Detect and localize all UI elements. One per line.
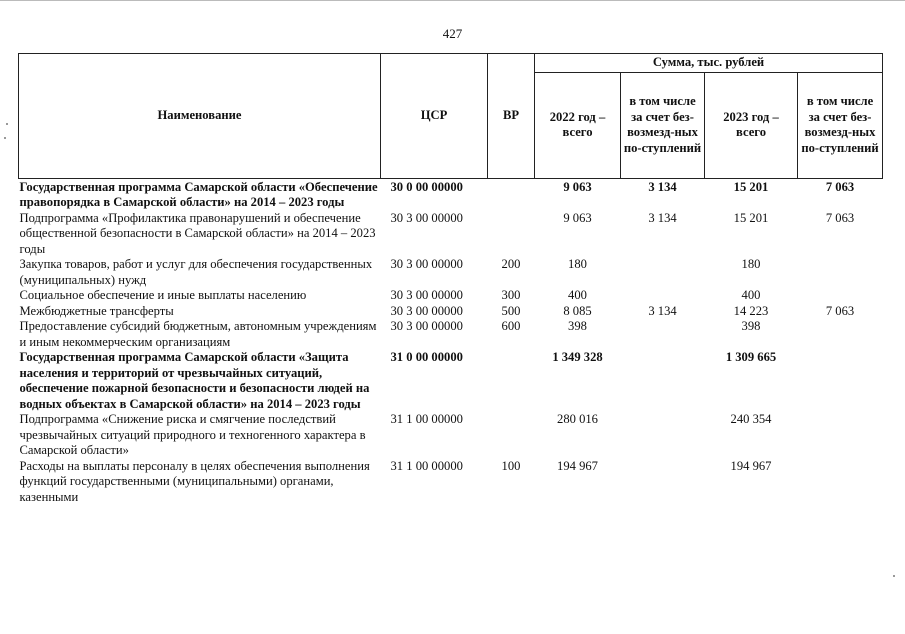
row-2023-total: 15 201 — [733, 179, 769, 194]
row-csr: 30 3 00 00000 — [390, 303, 463, 318]
table-row — [19, 211, 883, 258]
row-name: Государственная программа Самарской области «Обеспечение правопорядка в Самарской области» на 2014 – 2023 годы — [19, 179, 378, 209]
row-vr — [488, 412, 535, 459]
row-2022-total: 9 063 — [563, 210, 592, 225]
row-2023-total: 400 — [741, 288, 761, 302]
row-2022-total: 9 063 — [563, 179, 592, 194]
row-vr — [488, 350, 535, 412]
row-2022-total: 180 — [568, 257, 587, 271]
header-name: Наименование — [19, 54, 381, 179]
row-name: Предоставление субсидий бюджетным, автономным учреждениям и иным некоммерческим организациям — [19, 319, 377, 349]
row-2023-gratuitous — [798, 257, 883, 288]
budget-table — [18, 53, 883, 505]
scan-speck — [6, 123, 8, 125]
header-vr: ВР — [488, 54, 535, 179]
row-name: Подпрограмма «Профилактика правонарушений и обеспечение общественной безопасности в Самарской области» на 2014 – 2023 годы — [19, 210, 376, 256]
row-2022-gratuitous: 3 134 — [648, 179, 677, 194]
row-csr: 30 3 00 00000 — [390, 210, 463, 225]
row-name: Закупка товаров, работ и услуг для обеспечения государственных (муниципальных) нужд — [19, 257, 373, 287]
row-2023-total: 14 223 — [733, 303, 769, 318]
row-2022-gratuitous — [621, 319, 705, 350]
table-row — [19, 459, 883, 506]
table-row — [19, 288, 883, 304]
row-vr: 200 — [501, 257, 521, 271]
row-name: Межбюджетные трансферты — [19, 303, 174, 318]
row-csr: 30 3 00 00000 — [390, 319, 463, 333]
row-2022-gratuitous — [621, 288, 705, 304]
header-2022-total: 2022 год – всего — [535, 72, 621, 178]
row-2022-gratuitous — [621, 350, 705, 412]
row-csr: 30 3 00 00000 — [390, 288, 463, 302]
table-row — [19, 257, 883, 288]
row-vr: 500 — [501, 303, 521, 318]
header-sum-group: Сумма, тыс. рублей — [535, 54, 883, 73]
row-2023-total: 240 354 — [730, 412, 772, 426]
row-name: Расходы на выплаты персоналу в целях обеспечения выполнения функций государственными (муниципальными) органами, казенными — [19, 458, 370, 504]
row-vr — [488, 178, 535, 211]
row-2022-total: 398 — [568, 319, 587, 333]
scan-top-edge — [0, 0, 905, 4]
table-row — [19, 319, 883, 350]
row-2023-total: 1 309 665 — [725, 350, 777, 364]
row-2023-total: 180 — [741, 257, 761, 271]
row-2022-gratuitous — [621, 459, 705, 506]
row-2022-total: 1 349 328 — [552, 350, 603, 364]
row-vr: 600 — [501, 319, 521, 333]
row-2022-total: 194 967 — [557, 458, 598, 473]
header-2022-gratuitous: в том числе за счет без-возмезд-ных по-ступлений — [621, 72, 705, 178]
row-2023-gratuitous — [798, 319, 883, 350]
table-row — [19, 304, 883, 320]
header-2023-gratuitous: в том числе за счет без-возмезд-ных по-ступлений — [798, 72, 883, 178]
row-csr: 30 3 00 00000 — [390, 257, 463, 271]
row-2023-gratuitous — [798, 412, 883, 459]
table-row — [19, 350, 883, 412]
row-2022-gratuitous: 3 134 — [648, 210, 677, 225]
row-2023-total: 194 967 — [730, 458, 772, 473]
row-2023-gratuitous: 7 063 — [825, 303, 855, 318]
row-vr — [488, 211, 535, 258]
scan-speck — [4, 137, 6, 139]
row-2022-gratuitous — [621, 257, 705, 288]
row-2022-gratuitous — [621, 412, 705, 459]
row-csr: 31 1 00 00000 — [390, 412, 463, 426]
row-csr: 30 0 00 00000 — [390, 179, 463, 194]
scan-speck — [893, 575, 895, 577]
table-body — [19, 178, 883, 505]
row-2023-gratuitous: 7 063 — [825, 210, 855, 225]
header-2023-total: 2023 год – всего — [705, 72, 798, 178]
row-2023-gratuitous — [798, 288, 883, 304]
row-name: Подпрограмма «Снижение риска и смягчение последствий чрезвычайных ситуаций природного и техногенного характера в Самарской области» — [19, 412, 366, 457]
page-number: 427 — [442, 26, 463, 41]
row-2022-total: 8 085 — [563, 303, 592, 318]
header-csr: ЦСР — [381, 54, 488, 179]
row-csr: 31 1 00 00000 — [390, 458, 463, 473]
row-csr: 31 0 00 00000 — [390, 350, 463, 364]
row-2022-total: 400 — [568, 288, 587, 302]
row-name: Социальное обеспечение и иные выплаты населению — [19, 288, 307, 302]
row-2023-total: 15 201 — [733, 210, 769, 225]
row-2023-gratuitous: 7 063 — [825, 179, 855, 194]
row-2023-gratuitous — [798, 350, 883, 412]
row-2022-total: 280 016 — [557, 412, 598, 426]
row-vr: 100 — [501, 458, 521, 473]
table-row — [19, 178, 883, 211]
row-2023-total: 398 — [741, 319, 761, 333]
row-vr: 300 — [501, 288, 521, 302]
table-row — [19, 412, 883, 459]
row-name: Государственная программа Самарской области «Защита населения и территорий от чрезвычайных ситуаций, обеспечение пожарной безопасности и безопасности людей на водных объектах в Самарской области» на 2014 – 2023 годы — [19, 350, 370, 411]
row-2022-gratuitous: 3 134 — [648, 303, 677, 318]
row-2023-gratuitous — [798, 459, 883, 506]
